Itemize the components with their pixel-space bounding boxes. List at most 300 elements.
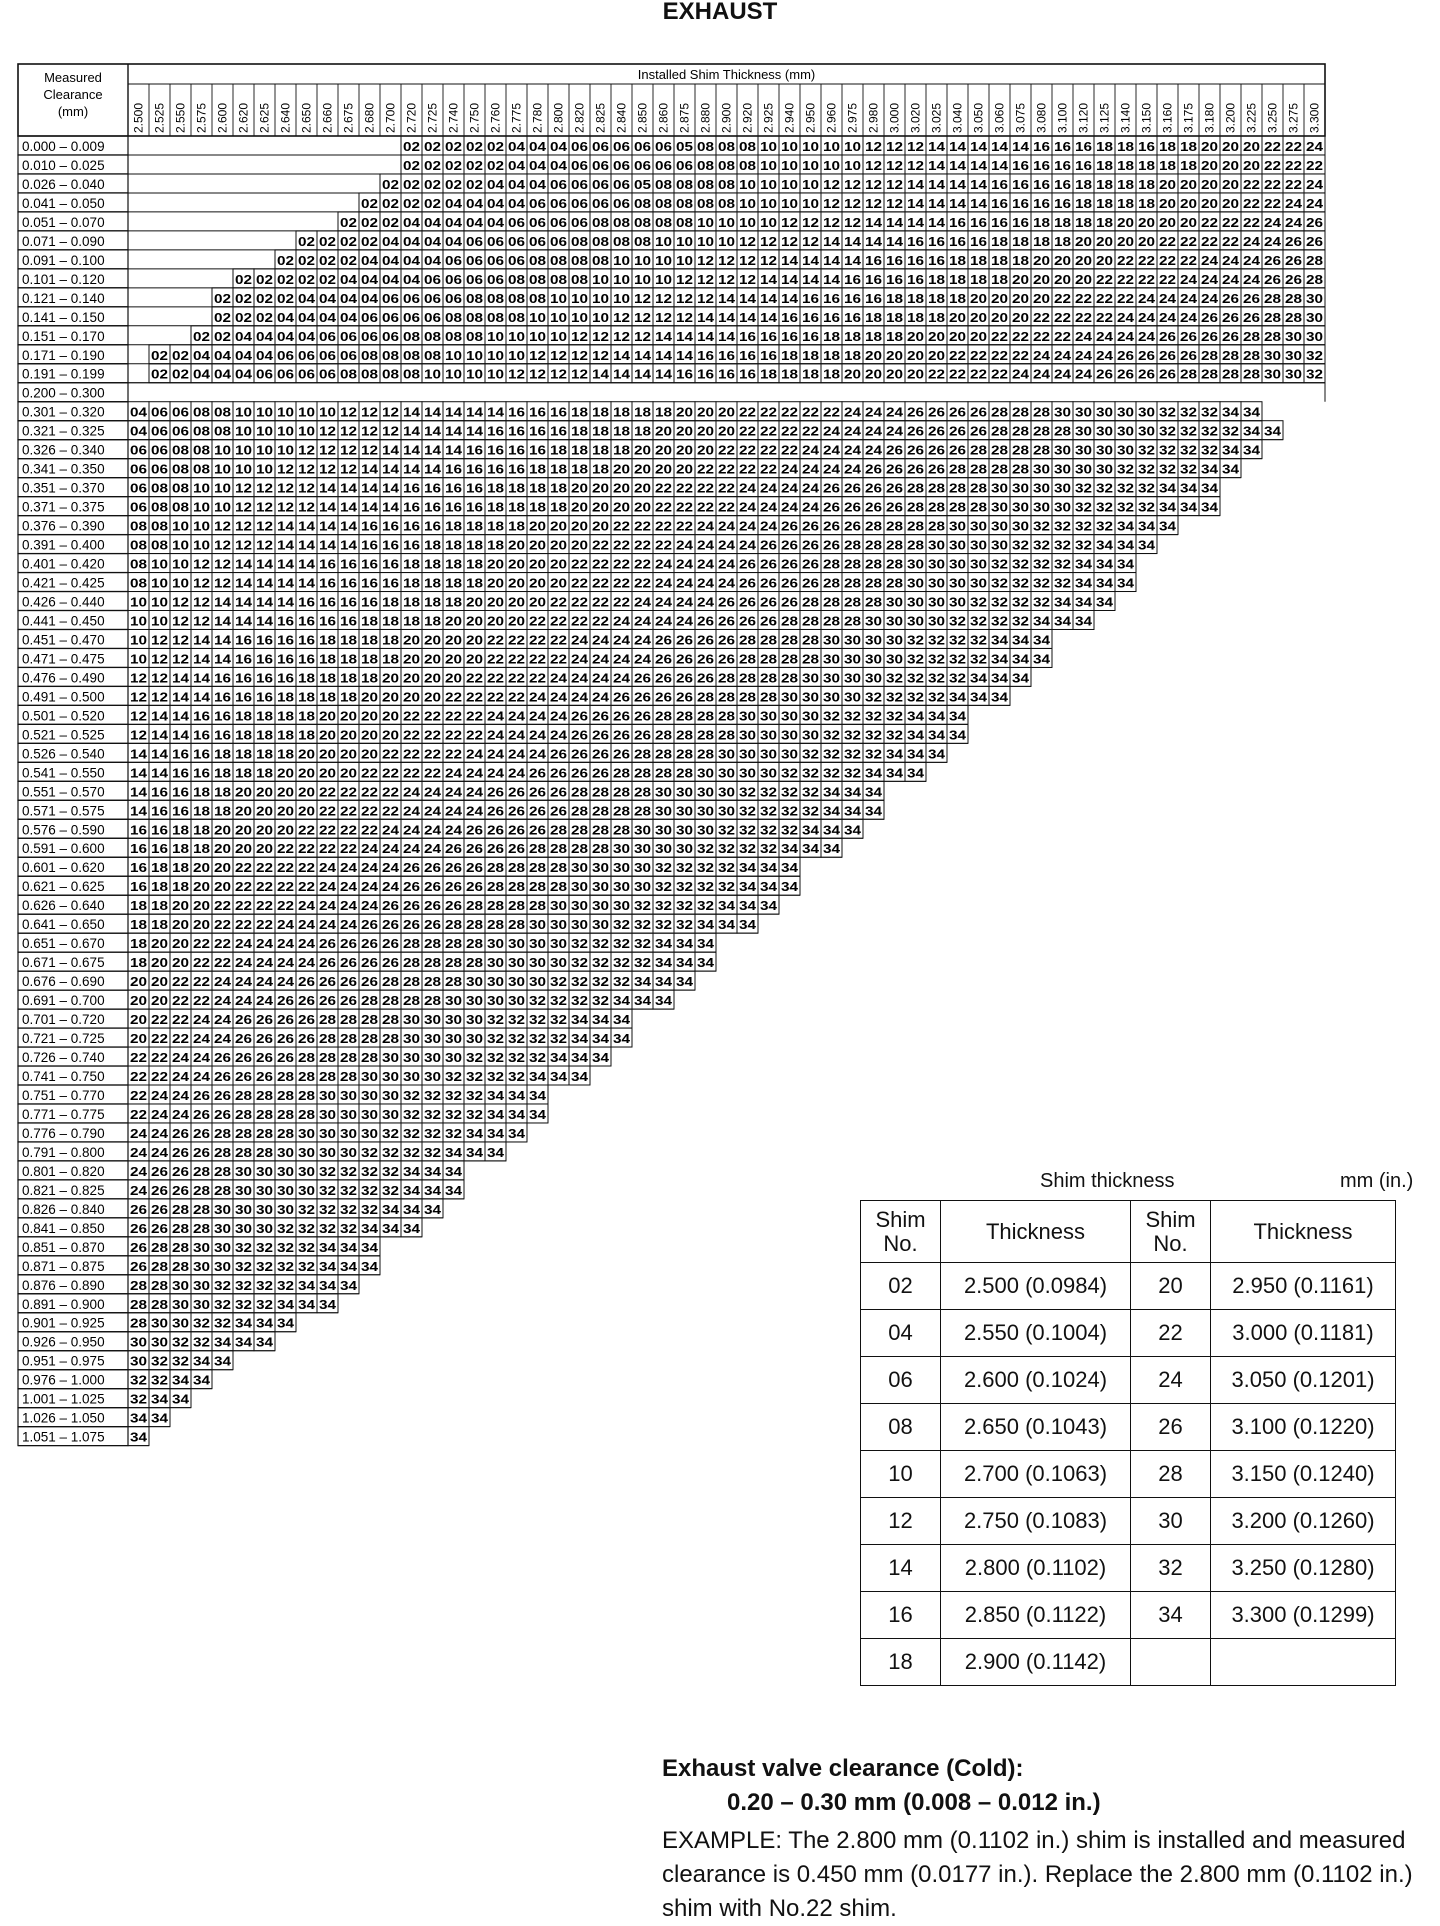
shim-value: 18 [445, 576, 463, 591]
shim-value: 24 [592, 633, 610, 648]
row-label: 0.200 – 0.300 [22, 385, 105, 401]
shim-value: 22 [613, 576, 631, 591]
shim-value: 04 [550, 158, 568, 173]
shim-value: 22 [655, 481, 673, 496]
shim-value: 32 [298, 1240, 316, 1255]
shim-value: 30 [781, 690, 799, 705]
row-label: 0.776 – 0.790 [22, 1125, 105, 1141]
shim-value: 28 [508, 861, 526, 876]
shim-value: 30 [193, 1278, 211, 1293]
shim-value: 04 [508, 158, 526, 173]
column-header: 2.660 [320, 102, 335, 133]
shim-value: 08 [613, 234, 631, 249]
shim-value: 08 [424, 348, 442, 363]
shim-value: 18 [445, 519, 463, 534]
shim-value: 18 [424, 595, 442, 610]
shim-value: 30 [928, 557, 946, 572]
shim-value: 18 [970, 253, 988, 268]
shim-value: 34 [319, 1240, 337, 1255]
shim-value: 30 [718, 747, 736, 762]
shim-value: 30 [529, 956, 547, 971]
shim-value: 30 [277, 1164, 295, 1179]
shim-value: 34 [529, 1070, 547, 1084]
shim-value: 26 [151, 1164, 169, 1179]
shim-value: 24 [1201, 272, 1219, 287]
shim-value: 24 [151, 1107, 169, 1122]
shim-value: 32 [592, 956, 610, 971]
shim-value: 18 [256, 709, 274, 724]
shim-value: 14 [634, 367, 652, 382]
shim-value: 30 [277, 1202, 295, 1217]
shim-value: 24 [802, 500, 820, 515]
shim-value: 22 [151, 1051, 169, 1066]
shim-value: 08 [571, 272, 589, 287]
shim-value: 18 [571, 462, 589, 477]
shim-value: 14 [130, 766, 148, 781]
shim-value: 22 [424, 747, 442, 762]
shim-value: 34 [760, 861, 778, 876]
shim-value: 12 [865, 177, 883, 192]
shim-value: 14 [151, 766, 169, 781]
column-header: 3.200 [1223, 102, 1238, 133]
shim-value: 28 [676, 728, 694, 743]
column-header: 2.650 [299, 102, 314, 133]
shim-value: 24 [571, 652, 589, 667]
row-label: 1.001 – 1.025 [22, 1391, 105, 1407]
shim-value: 02 [361, 215, 379, 230]
shim-value: 32 [508, 1051, 526, 1066]
shim-value: 30 [382, 1088, 400, 1103]
shim-value: 12 [130, 709, 148, 724]
shim-number: 12 [861, 1498, 941, 1545]
shim-value: 30 [592, 880, 610, 895]
shim-value: 18 [592, 405, 610, 420]
shim-value: 04 [256, 329, 274, 344]
shim-value: 10 [592, 291, 610, 306]
shim-value: 28 [508, 899, 526, 914]
shim-value: 16 [214, 690, 232, 705]
shim-value: 32 [277, 1221, 295, 1236]
shim-value: 20 [382, 728, 400, 743]
shim-value: 04 [361, 272, 379, 287]
shim-value: 26 [676, 652, 694, 667]
shim-value: 28 [130, 1297, 148, 1312]
shim-value: 18 [1075, 196, 1093, 211]
row-label: 0.000 – 0.009 [22, 138, 105, 154]
shim-value: 30 [319, 1145, 337, 1160]
shim-value: 18 [865, 329, 883, 344]
shim-value: 28 [634, 766, 652, 781]
shim-value: 26 [760, 576, 778, 591]
shim-value: 14 [235, 557, 253, 572]
shim-value: 30 [214, 1202, 232, 1217]
shim-value: 18 [928, 310, 946, 325]
shim-value: 10 [130, 614, 148, 629]
shim-value: 18 [172, 861, 190, 876]
shim-value: 34 [550, 1070, 568, 1084]
shim-value: 16 [1033, 139, 1051, 154]
shim-value: 12 [823, 215, 841, 230]
shim-value: 30 [1117, 424, 1135, 439]
shim-value: 10 [739, 215, 757, 230]
shim-value: 26 [823, 538, 841, 553]
shim-value: 30 [151, 1335, 169, 1350]
shim-value: 30 [676, 804, 694, 819]
shim-value: 26 [739, 595, 757, 610]
shim-value: 26 [1243, 291, 1261, 306]
shim-value: 32 [970, 595, 988, 610]
shim-value: 28 [172, 1202, 190, 1217]
shim-value: 18 [1138, 158, 1156, 173]
shim-value: 28 [529, 899, 547, 914]
shim-value: 26 [613, 709, 631, 724]
shim-value: 16 [193, 709, 211, 724]
shim-value: 04 [193, 348, 211, 363]
shim-value: 30 [655, 804, 673, 819]
row-label: 0.071 – 0.090 [22, 233, 105, 249]
shim-value: 22 [235, 918, 253, 933]
shim-value: 08 [676, 177, 694, 192]
shim-value: 34 [928, 747, 946, 762]
shim-value: 20 [151, 956, 169, 971]
shim-value: 34 [613, 994, 631, 1009]
shim-value: 24 [298, 899, 316, 914]
shim-value: 26 [634, 709, 652, 724]
shim-value: 14 [949, 177, 967, 192]
shim-value: 24 [340, 918, 358, 933]
shim-value: 26 [739, 557, 757, 572]
shim-value: 14 [382, 481, 400, 496]
shim-value: 26 [130, 1202, 148, 1217]
shim-value: 32 [529, 994, 547, 1009]
column-header: 3.020 [908, 102, 923, 133]
shim-value: 14 [928, 158, 946, 173]
shim-value: 06 [277, 367, 295, 382]
shim-value: 14 [151, 747, 169, 762]
shim-value: 34 [256, 1316, 274, 1331]
shim-value: 34 [256, 1335, 274, 1350]
shim-value: 20 [361, 690, 379, 705]
column-header: 3.080 [1034, 102, 1049, 133]
row-label: 0.571 – 0.575 [22, 803, 105, 819]
shim-value: 30 [697, 766, 715, 781]
shim-value: 32 [613, 937, 631, 952]
shim-value: 10 [571, 291, 589, 306]
shim-value: 20 [676, 462, 694, 477]
shim-value: 18 [1117, 158, 1135, 173]
shim-value: 10 [739, 177, 757, 192]
shim-number: 04 [861, 1310, 941, 1357]
shim-value: 26 [214, 1088, 232, 1103]
row-label: 1.051 – 1.075 [22, 1429, 105, 1445]
shim-value: 16 [340, 576, 358, 591]
shim-value: 24 [256, 994, 274, 1009]
shim-value: 28 [1264, 329, 1282, 344]
shim-value: 32 [823, 728, 841, 743]
shim-value: 30 [277, 1145, 295, 1160]
shim-value: 02 [277, 253, 295, 268]
shim-value: 05 [676, 139, 694, 154]
shim-value: 06 [613, 158, 631, 173]
shim-value: 26 [571, 766, 589, 781]
shim-value: 18 [235, 709, 253, 724]
shim-value: 12 [277, 500, 295, 515]
shim-value: 12 [130, 690, 148, 705]
shim-value: 30 [991, 481, 1009, 496]
shim-value: 16 [340, 595, 358, 610]
column-header: 2.900 [719, 102, 734, 133]
shim-value: 20 [508, 614, 526, 629]
shim-value: 26 [697, 633, 715, 648]
shim-value: 06 [571, 158, 589, 173]
shim-value: 26 [487, 823, 505, 838]
shim-thickness-table [860, 1200, 1396, 1686]
shim-value: 24 [739, 519, 757, 534]
shim-value: 26 [634, 728, 652, 743]
shim-value: 26 [382, 937, 400, 952]
shim-value: 16 [739, 367, 757, 382]
shim-value: 18 [151, 899, 169, 914]
shim-value: 26 [739, 614, 757, 629]
shim-value: 26 [424, 861, 442, 876]
shim-value: 02 [445, 177, 463, 192]
shim-value: 20 [655, 462, 673, 477]
column-header: 2.500 [131, 102, 146, 133]
shim-value: 18 [361, 671, 379, 686]
shim-value: 18 [193, 804, 211, 819]
shim-value: 24 [298, 956, 316, 971]
shim-value: 24 [655, 557, 673, 572]
shim-value: 12 [361, 405, 379, 420]
shim-value: 16 [550, 405, 568, 420]
shim-value: 22 [613, 557, 631, 572]
shim-value: 28 [1180, 367, 1198, 382]
shim-value: 24 [235, 937, 253, 952]
shim-value: 12 [739, 234, 757, 249]
shim-value: 26 [571, 747, 589, 762]
shim-value: 22 [760, 462, 778, 477]
shim-value: 22 [361, 804, 379, 819]
shim-value: 16 [466, 481, 484, 496]
shim-value: 26 [256, 1032, 274, 1047]
shim-value: 18 [508, 519, 526, 534]
shim-value: 20 [508, 557, 526, 572]
shim-value: 32 [529, 1051, 547, 1066]
row-label: 0.121 – 0.140 [22, 290, 105, 306]
shim-value: 16 [193, 747, 211, 762]
shim-value: 20 [319, 728, 337, 743]
column-group-header: Installed Shim Thickness (mm) [637, 67, 816, 82]
shim-value: 24 [1075, 329, 1093, 344]
shim-value: 28 [172, 1259, 190, 1274]
shim-value: 32 [361, 1145, 379, 1160]
shim-value: 24 [1306, 139, 1324, 154]
shim-value: 32 [1138, 462, 1156, 477]
shim-value: 10 [235, 424, 253, 439]
shim-value: 28 [949, 500, 967, 515]
shim-value: 26 [1159, 329, 1177, 344]
shim-value: 32 [844, 766, 862, 781]
shim-value: 16 [298, 595, 316, 610]
shim-value: 26 [781, 538, 799, 553]
shim-value: 20 [1012, 291, 1030, 306]
shim-value: 30 [1264, 367, 1282, 382]
shim-number: 16 [861, 1592, 941, 1639]
shim-value: 04 [277, 329, 295, 344]
shim-value: 32 [739, 823, 757, 838]
shim-value: 34 [571, 1051, 589, 1066]
shim-value: 22 [781, 424, 799, 439]
shim-value: 10 [613, 253, 631, 268]
shim-value: 22 [1201, 234, 1219, 249]
shim-value: 32 [928, 633, 946, 648]
shim-value: 22 [1117, 272, 1135, 287]
column-header: 3.025 [929, 102, 944, 133]
shim-value: 14 [256, 595, 274, 610]
shim-value: 26 [424, 899, 442, 914]
shim-value: 32 [865, 728, 883, 743]
shim-value: 14 [319, 519, 337, 534]
shim-value: 34 [424, 1202, 442, 1217]
shim-value: 16 [130, 880, 148, 895]
shim-value: 20 [1096, 253, 1114, 268]
shim-value: 20 [256, 823, 274, 838]
shim-value: 22 [760, 443, 778, 458]
shim-value: 34 [1201, 481, 1219, 496]
shim-value: 04 [340, 310, 358, 325]
shim-value: 12 [172, 633, 190, 648]
shim-value: 08 [445, 329, 463, 344]
shim-value: 24 [445, 785, 463, 800]
shim-value: 16 [256, 671, 274, 686]
shim-value: 32 [1222, 424, 1240, 439]
shim-value: 28 [1033, 424, 1051, 439]
shim-value: 18 [802, 367, 820, 382]
shim-value: 34 [634, 975, 652, 990]
shim-value: 30 [949, 538, 967, 553]
column-header: 2.525 [152, 102, 167, 133]
shim-value: 16 [403, 481, 421, 496]
shim-value: 10 [172, 519, 190, 534]
shim-value: 10 [235, 462, 253, 477]
shim-value: 22 [592, 614, 610, 629]
shim-value: 26 [949, 405, 967, 420]
shim-value: 32 [613, 975, 631, 990]
shim-value: 34 [886, 747, 904, 762]
shim-value: 16 [172, 804, 190, 819]
shim-value: 28 [907, 481, 925, 496]
shim-value: 32 [445, 1126, 463, 1141]
shim-value: 26 [487, 785, 505, 800]
shim-value: 30 [655, 842, 673, 857]
shim-value: 14 [718, 329, 736, 344]
shim-value: 08 [130, 519, 148, 534]
shim-value: 04 [529, 139, 547, 154]
shim-value: 18 [466, 519, 484, 534]
shim-value: 26 [802, 557, 820, 572]
shim-value: 02 [235, 310, 253, 325]
shim-value: 24 [1201, 253, 1219, 268]
shim-value: 02 [151, 348, 169, 363]
shim-value: 32 [571, 956, 589, 971]
shim-value: 10 [151, 576, 169, 591]
shim-value: 32 [886, 671, 904, 686]
shim-value: 32 [613, 918, 631, 933]
shim-value: 22 [508, 690, 526, 705]
shim-value: 30 [361, 1088, 379, 1103]
shim-value: 08 [130, 576, 148, 591]
shim-value: 06 [508, 253, 526, 268]
shim-value: 12 [907, 139, 925, 154]
shim-value: 26 [319, 975, 337, 990]
shim-value: 12 [781, 234, 799, 249]
shim-value: 24 [466, 785, 484, 800]
shim-value: 16 [991, 196, 1009, 211]
shim-value: 26 [130, 1259, 148, 1274]
shim-value: 24 [571, 690, 589, 705]
shim-value: 32 [508, 1013, 526, 1028]
shim-value: 30 [1054, 405, 1072, 420]
shim-value: 08 [151, 500, 169, 515]
shim-value: 26 [823, 519, 841, 534]
shim-value: 16 [466, 500, 484, 515]
shim-value: 26 [760, 557, 778, 572]
shim-value: 22 [130, 1070, 148, 1084]
shim-value: 04 [403, 234, 421, 249]
shim-value: 34 [592, 1032, 610, 1047]
shim-value: 32 [298, 1221, 316, 1236]
shim-value: 16 [214, 709, 232, 724]
shim-value: 32 [1054, 519, 1072, 534]
shim-value: 12 [193, 614, 211, 629]
column-header: 2.975 [845, 102, 860, 133]
shim-value: 32 [319, 1202, 337, 1217]
shim-value: 02 [298, 253, 316, 268]
shim-value: 30 [403, 1013, 421, 1028]
shim-value: 32 [676, 899, 694, 914]
shim-value: 22 [214, 899, 232, 914]
shim-value: 10 [445, 367, 463, 382]
shim-value: 26 [151, 1183, 169, 1198]
shim-value: 24 [865, 443, 883, 458]
shim-value: 26 [886, 462, 904, 477]
shim-value: 10 [256, 424, 274, 439]
shim-value: 04 [403, 253, 421, 268]
shim-value: 26 [571, 709, 589, 724]
shim-value: 34 [613, 1032, 631, 1047]
shim-value: 22 [235, 880, 253, 895]
row-label: 0.801 – 0.820 [22, 1163, 105, 1179]
shim-value: 10 [214, 500, 232, 515]
shim-value: 26 [1201, 310, 1219, 325]
shim-value: 30 [172, 1297, 190, 1312]
shim-value: 24 [424, 842, 442, 857]
shim-value: 22 [634, 557, 652, 572]
shim-value: 24 [1096, 329, 1114, 344]
shim-value: 32 [991, 557, 1009, 572]
shim-value: 08 [655, 215, 673, 230]
shim-value: 22 [571, 614, 589, 629]
shim-value: 10 [802, 139, 820, 154]
shim-value: 10 [802, 158, 820, 173]
shim-no-header: Shim No. [1131, 1201, 1211, 1263]
shim-value: 14 [214, 633, 232, 648]
shim-value: 32 [1012, 595, 1030, 610]
row-label: 0.521 – 0.525 [22, 727, 105, 743]
shim-value: 06 [319, 329, 337, 344]
shim-value: 34 [739, 899, 757, 914]
shim-value: 06 [298, 367, 316, 382]
